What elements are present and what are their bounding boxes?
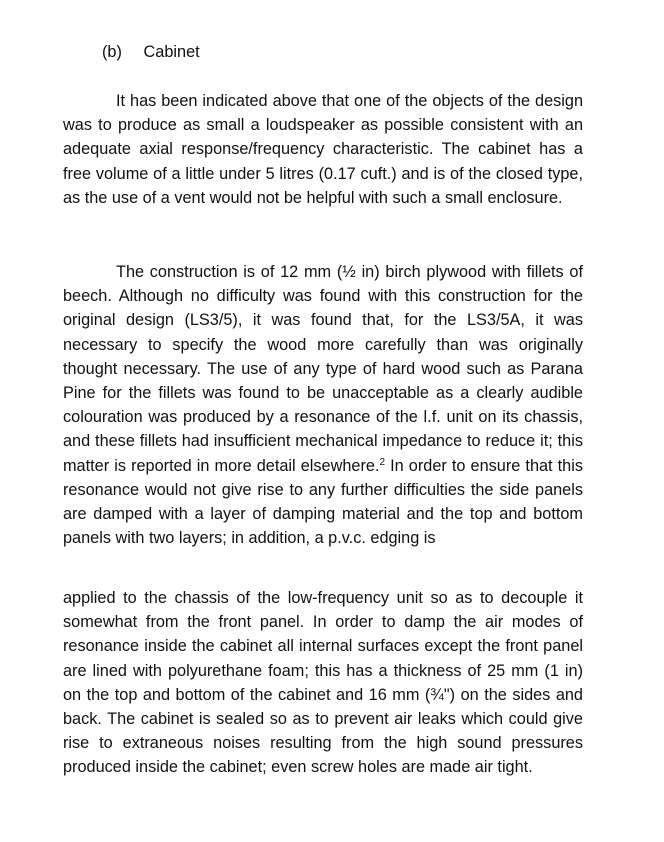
section-title: Cabinet <box>143 43 200 61</box>
paragraph-text-continued: In order to ensure that this resonance would not give rise to any further difficulties the side panels are damped with a layer of damping material and the top and bottom panels with two layers; in addition, a p.v.c. edging is <box>63 456 583 548</box>
paragraph-text: applied to the chassis of the low-frequency unit so as to decouple it somewhat from the front panel. In order to damp the air modes of resonance inside the cabinet all internal surfaces except the front panel are lined with polyurethane foam; this has a thickness of 25 mm (1 in) on the top and bottom of the cabinet and 16 mm (¾") on the sides and back. The cabinet is sealed so as to prevent air leaks which could give rise to extraneous noises resulting from the high sound pressures produced inside the cabinet; even screw holes are made air tight. <box>63 589 583 777</box>
paragraph-construction <box>63 260 583 550</box>
paragraph-text: The construction is of 12 mm (½ in) birch plywood with fillets of beech. Although no difficulty was found with this construction for the original design (LS3/5), it was found that, for the LS3/5A, it was necessary to specify the wood more carefully than was originally thought necessary. The use of any type of hard wood such as Parana Pine for the fillets was found to be unacceptable as a clearly audible colouration was produced by a resonance of the l.f. unit on its chassis, and these fillets had insufficient mechanical impedance to reduce it; this matter is reported in more detail elsewhere. <box>63 263 583 475</box>
paragraph-cabinet-size <box>63 89 583 210</box>
reference-superscript: 2 <box>379 456 386 468</box>
paragraph-text: It has been indicated above that one of the objects of the design was to produce as small a loudspeaker as possible consistent with an adequate axial response/frequency characteristic. The cabinet has a free volume of a little under 5 litres (0.17 cuft.) and is of the closed type, as the use of a vent would not be helpful with such a small enclosure. <box>63 92 583 207</box>
section-heading <box>102 40 200 64</box>
section-label: (b) <box>102 43 122 61</box>
paragraph-damping <box>63 586 583 780</box>
